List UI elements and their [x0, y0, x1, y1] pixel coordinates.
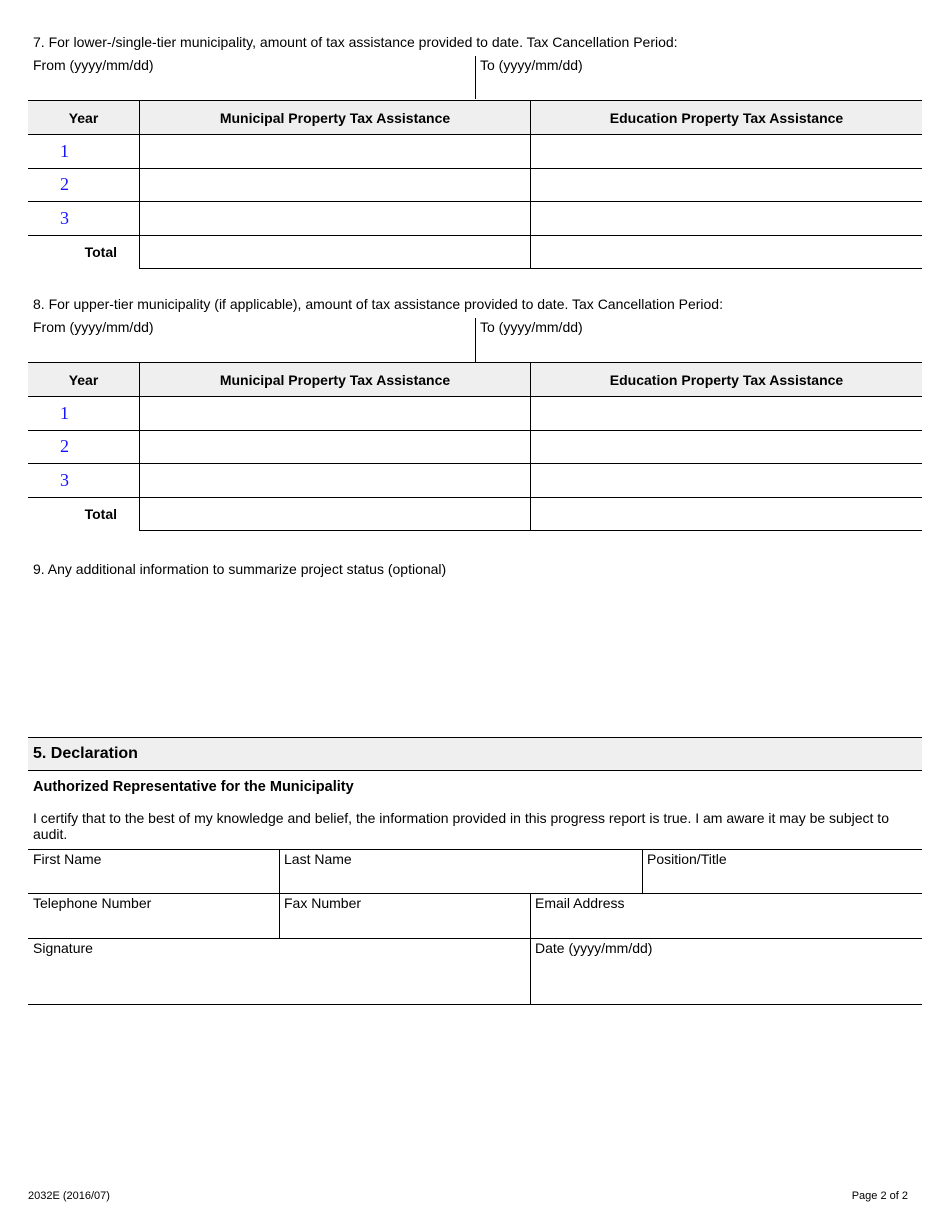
q7-from-date-field[interactable]: [28, 56, 474, 99]
fax-field[interactable]: [280, 894, 529, 938]
position-title-field[interactable]: [643, 850, 922, 893]
education-assistance-input[interactable]: [531, 397, 923, 431]
decl-grid-line: [28, 1004, 922, 1005]
municipal-assistance-input[interactable]: [140, 464, 531, 498]
year-cell: 3: [28, 202, 140, 236]
table-row: [28, 464, 922, 498]
q9-additional-info-textarea[interactable]: [28, 582, 922, 732]
education-assistance-input[interactable]: [531, 430, 923, 464]
municipal-assistance-input[interactable]: [140, 397, 531, 431]
q8-to-label: To (yyyy/mm/dd): [480, 319, 583, 335]
first-name-label: First Name: [33, 851, 102, 867]
signature-field[interactable]: [28, 939, 529, 1004]
certification-statement: I certify that to the best of my knowledge and belief, the information provided in this progress report is true. I am aware it may be subject to audit.: [33, 810, 889, 842]
year-cell: 1: [28, 397, 140, 431]
q7-tax-table: [28, 100, 922, 269]
year-cell: 1: [28, 135, 140, 169]
municipal-column-header: Municipal Property Tax Assistance: [140, 101, 531, 135]
declaration-subtitle: Authorized Representative for the Municipality: [33, 779, 354, 795]
q7-to-date-field[interactable]: [476, 56, 922, 99]
municipal-assistance-input[interactable]: [140, 135, 531, 169]
table-header-row: [28, 363, 922, 397]
position-title-label: Position/Title: [647, 851, 727, 867]
q8-from-label: From (yyyy/mm/dd): [33, 319, 154, 335]
table-row: [28, 397, 922, 431]
declaration-section-header: [28, 737, 922, 771]
q8-tax-table: [28, 362, 922, 531]
year-cell: 2: [28, 168, 140, 202]
date-label: Date (yyyy/mm/dd): [535, 940, 653, 956]
date-field[interactable]: [531, 939, 922, 1004]
education-assistance-input[interactable]: [531, 135, 923, 169]
q9-text: 9. Any additional information to summarize project status (optional): [33, 561, 447, 577]
q8-text: 8. For upper-tier municipality (if applicable), amount of tax assistance provided to date. Tax Cancellation Period:: [33, 296, 723, 312]
q8-to-date-field[interactable]: [476, 318, 922, 362]
table-header-row: [28, 101, 922, 135]
table-row: [28, 430, 922, 464]
q8-from-date-field[interactable]: [28, 318, 474, 362]
q7-from-label: From (yyyy/mm/dd): [33, 57, 154, 73]
q7-to-label: To (yyyy/mm/dd): [480, 57, 583, 73]
email-label: Email Address: [535, 895, 625, 911]
table-row: [28, 135, 922, 169]
municipal-assistance-input[interactable]: [140, 430, 531, 464]
education-column-header: Education Property Tax Assistance: [531, 363, 923, 397]
year-cell: 2: [28, 430, 140, 464]
signature-label: Signature: [33, 940, 93, 956]
municipal-total-input[interactable]: [140, 497, 531, 531]
total-label: Total: [84, 506, 117, 522]
last-name-label: Last Name: [284, 851, 352, 867]
total-label: Total: [84, 244, 117, 260]
q7-text: 7. For lower-/single-tier municipality, amount of tax assistance provided to date. Tax Cancellation Period:: [33, 34, 678, 50]
fax-label: Fax Number: [284, 895, 362, 911]
telephone-field[interactable]: [28, 894, 278, 938]
year-cell: 3: [28, 464, 140, 498]
last-name-field[interactable]: [280, 850, 641, 893]
year-column-header: Year: [28, 363, 140, 397]
education-total-input[interactable]: [531, 497, 923, 531]
table-row: [28, 202, 922, 236]
education-total-input[interactable]: [531, 235, 923, 269]
form-id: 2032E (2016/07): [28, 1190, 110, 1202]
page-number: Page 2 of 2: [851, 1190, 908, 1202]
first-name-field[interactable]: [28, 850, 278, 893]
municipal-assistance-input[interactable]: [140, 168, 531, 202]
declaration-title: 5. Declaration: [33, 745, 138, 762]
year-column-header: Year: [28, 101, 140, 135]
municipal-assistance-input[interactable]: [140, 202, 531, 236]
total-row: [28, 235, 922, 269]
table-row: [28, 168, 922, 202]
email-field[interactable]: [531, 894, 922, 938]
municipal-total-input[interactable]: [140, 235, 531, 269]
total-row: [28, 497, 922, 531]
education-assistance-input[interactable]: [531, 464, 923, 498]
education-assistance-input[interactable]: [531, 202, 923, 236]
education-column-header: Education Property Tax Assistance: [531, 101, 923, 135]
municipal-column-header: Municipal Property Tax Assistance: [140, 363, 531, 397]
education-assistance-input[interactable]: [531, 168, 923, 202]
telephone-label: Telephone Number: [33, 895, 152, 911]
